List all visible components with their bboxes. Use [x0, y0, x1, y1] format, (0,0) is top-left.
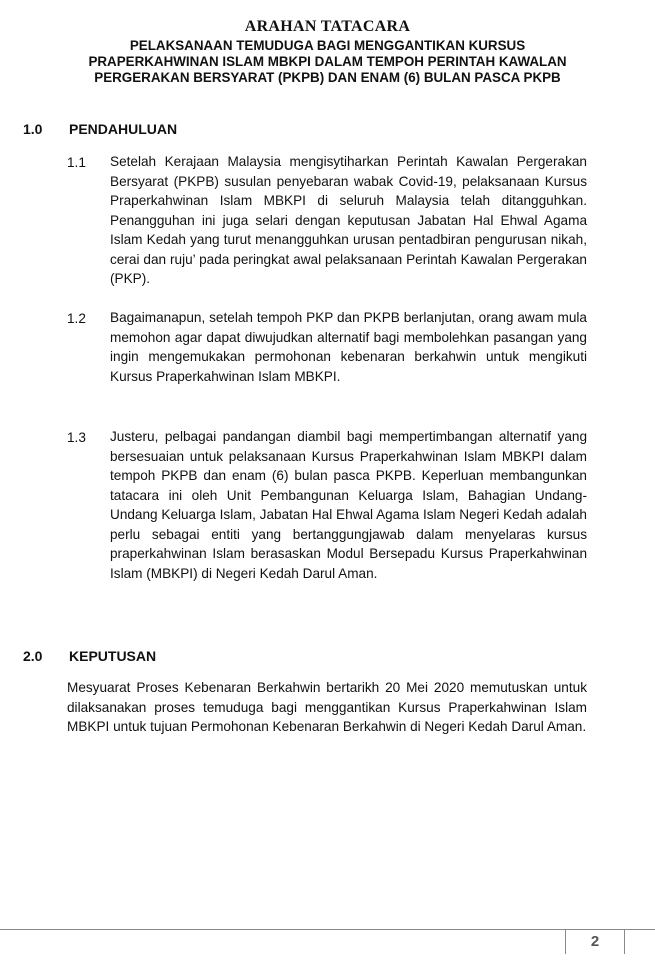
section-heading-pendahuluan [23, 121, 177, 137]
paragraph-number: 1.2 [67, 311, 86, 326]
section-heading-keputusan [23, 648, 156, 664]
section-title: KEPUTUSAN [69, 648, 157, 664]
paragraph-number: 1.1 [67, 155, 86, 170]
subtitle-line: PELAKSANAAN TEMUDUGA BAGI MENGGANTIKAN KURSUS [129, 38, 526, 53]
subtitle-line: PERGERAKAN BERSYARAT (PKPB) DAN ENAM (6) BULAN PASCA PKPB [94, 70, 561, 85]
paragraph-text: Bagaimanapun, setelah tempoh PKP dan PKPB berlanjutan, orang awam mula memohon agar dapat diwujudkan alternatif bagi membolehkan pasangan yang ingin mengemukakan permohonan kebenaran berkahwin untuk mengikuti Kursus Praperkahwinan Islam MBKPI. [110, 310, 587, 384]
document-subtitle [20, 38, 635, 86]
page-number: 2 [565, 929, 625, 954]
footer-divider [0, 929, 565, 930]
document-title: ARAHAN TATACARA [244, 18, 411, 35]
paragraph-text: Mesyuarat Proses Kebenaran Berkahwin bertarikh 20 Mei 2020 memutuskan untuk dilaksanakan proses temuduga bagi menggantikan Kursus Praperkahwinan Islam MBKPI untuk tujuan Permohonan Kebenaran Berkahwin di Negeri Kedah Darul Aman. [67, 680, 587, 734]
paragraph-text: Justeru, pelbagai pandangan diambil bagi mempertimbangan alternatif yang bersesuaian untuk pelaksanaan Kursus Praperkahwinan Islam MBKPI dalam tempoh PKPB dan enam (6) bulan pasca PKPB. Keperluan membangunkan tatacara ini oleh Unit Pembangunan Keluarga Islam, Bahagian Undang-Undang Keluarga Islam, Jabatan Hal Ehwal Agama Islam Negeri Kedah adalah perlu sebagai entiti yang bertanggungjawab dalam menyelaras kursus praperkahwinan Islam berasaskan Modul Bersepadu Kursus Praperkahwinan Islam (MBKPI) di Negeri Kedah Darul Aman. [110, 429, 587, 581]
paragraph-number: 1.3 [67, 430, 86, 445]
footer-divider-tail [624, 929, 655, 930]
paragraph-text: Setelah Kerajaan Malaysia mengisytiharkan Perintah Kawalan Pergerakan Bersyarat (PKPB) susulan penyebaran wabak Covid-19, pelaksanaan Kursus Praperkahwinan Islam MBKPI di seluruh Malaysia telah ditangguhkan. Penangguhan ini juga selari dengan keputusan Jabatan Hal Ehwal Agama Islam Kedah yang turut menangguhkan urusan pentadbiran pengurusan nikah, cerai dan ruju’ pada peringkat awal pelaksanaan Perintah Kawalan Pergerakan (PKP). [110, 154, 587, 286]
section-title: PENDAHULUAN [69, 121, 178, 137]
subtitle-line: PRAPERKAHWINAN ISLAM MBKPI DALAM TEMPOH PERINTAH KAWALAN [88, 54, 567, 69]
section-number: 1.0 [23, 121, 43, 137]
section-number: 2.0 [23, 648, 43, 664]
